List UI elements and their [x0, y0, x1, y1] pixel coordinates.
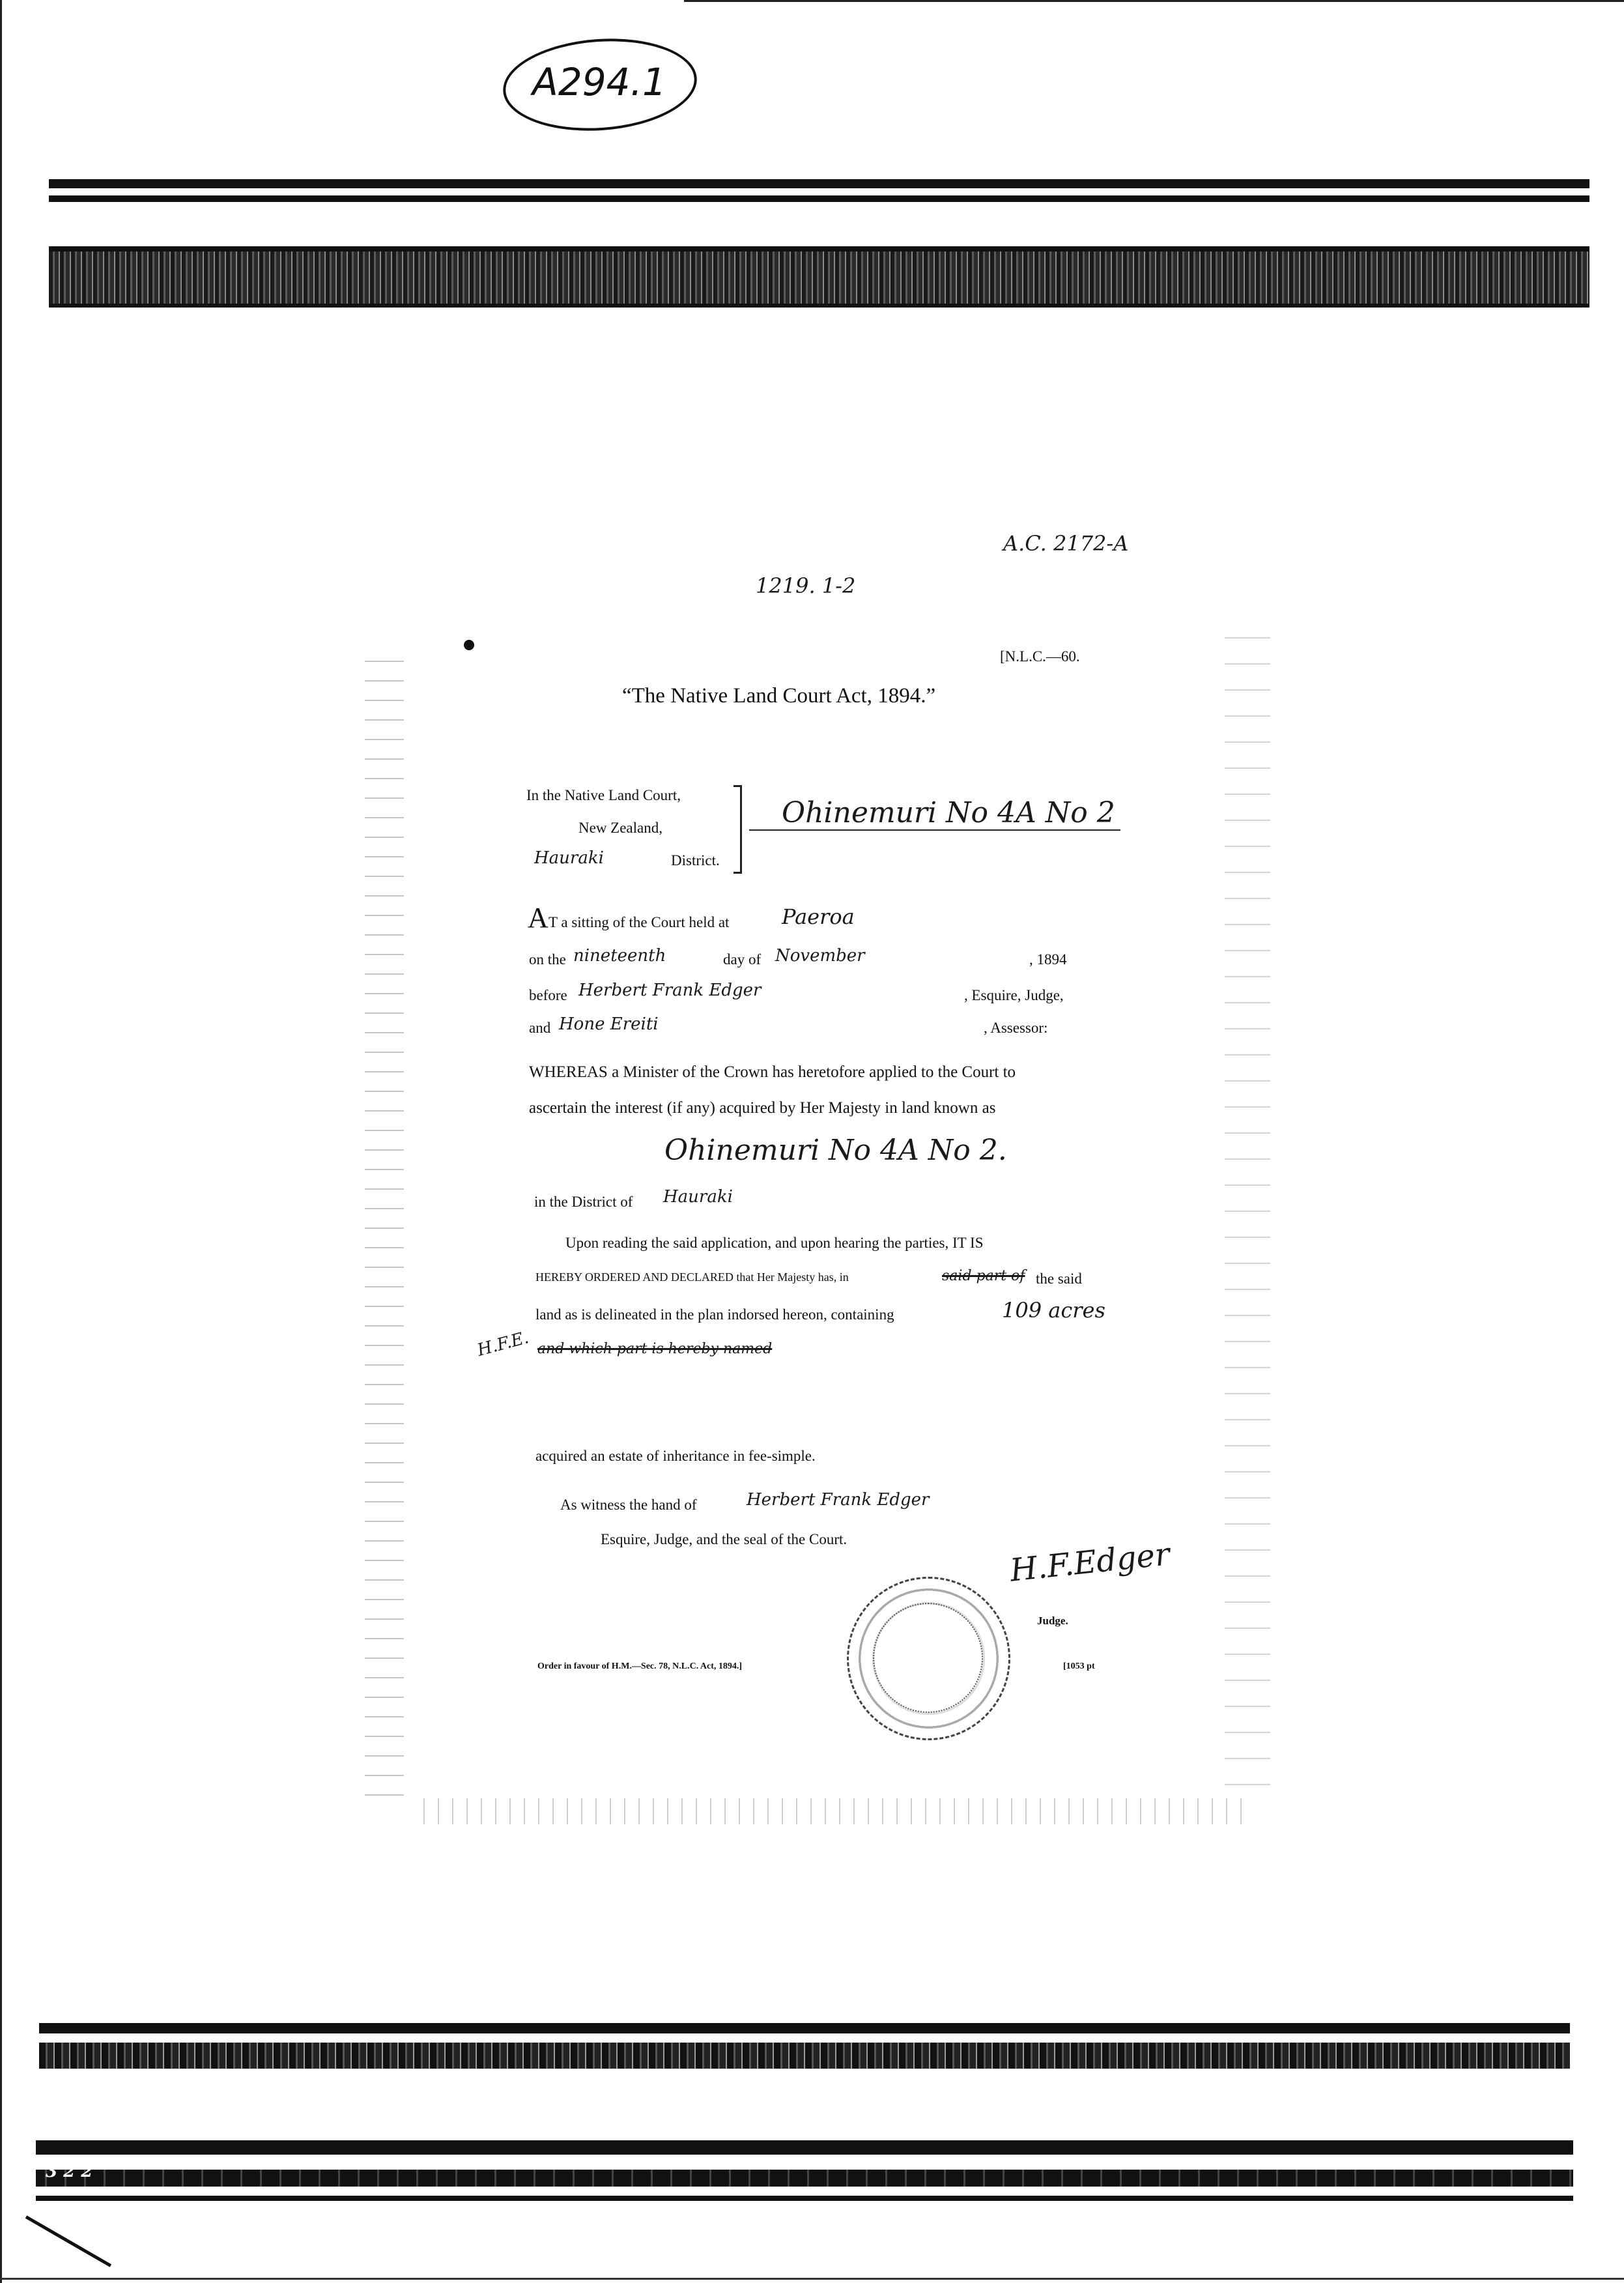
page-edge-top — [684, 0, 1624, 2]
scan-band-top-3 — [49, 246, 1589, 308]
page-edge-bottom — [0, 2278, 1624, 2280]
sitting-intro: T a sitting of the Court held at — [548, 914, 730, 930]
scan-band-bottom-3 — [36, 2140, 1573, 2155]
scan-speckle-bottom — [417, 1798, 1251, 1824]
footer-right: [1053 pt — [1063, 1661, 1095, 1671]
order-line-5: acquired an estate of inheritance in fee-simple. — [535, 1448, 816, 1464]
scan-band-top-2 — [49, 195, 1589, 202]
scan-band-bottom-1 — [39, 2023, 1570, 2033]
order-line-2a: HEREBY ORDERED AND DECLARED that Her Majesty has, in — [535, 1271, 849, 1284]
scan-band-bottom-2 — [39, 2043, 1570, 2069]
sitting-month: November — [775, 946, 865, 966]
whereas-land-name: Ohinemuri No 4A No 2. — [664, 1134, 1007, 1167]
court-bracket — [734, 785, 742, 874]
block-name: Ohinemuri No 4A No 2 — [749, 796, 1120, 831]
court-district-handwritten: Hauraki — [534, 848, 604, 868]
court-line-2: New Zealand, — [578, 820, 662, 836]
scan-band-top-1 — [49, 179, 1589, 188]
sitting-year: , 1894 — [1029, 951, 1067, 968]
reference-stamp-text: A294.1 — [532, 60, 666, 104]
form-number: [N.L.C.—60. — [1000, 648, 1080, 665]
witness-judge-name: Herbert Frank Edger — [747, 1490, 930, 1510]
order-line-3a: land as is delineated in the plan indorsed hereon, containing — [535, 1306, 894, 1323]
order-acreage: 109 acres — [1002, 1298, 1105, 1323]
sitting-place: Paeroa — [782, 904, 855, 929]
witness-prefix: As witness the hand of — [560, 1497, 697, 1513]
page-edge-left — [0, 0, 2, 2283]
sitting-assessor-suffix: , Assessor: — [984, 1020, 1048, 1036]
sitting-day-of: day of — [723, 951, 762, 968]
court-district-label: District. — [671, 852, 720, 869]
whereas-line-1: WHEREAS a Minister of the Crown has heretofore applied to the Court to — [529, 1063, 1016, 1081]
corner-pen-stroke — [25, 2215, 111, 2267]
sitting-day: nineteenth — [573, 946, 666, 966]
scan-speckle-left — [365, 652, 404, 1798]
order-line-2b: the said — [1036, 1271, 1082, 1287]
bottom-corner-number: 3 2 2 — [46, 2162, 93, 2181]
note-top-right: A.C. 2172-A — [1003, 531, 1129, 556]
sitting-and: and — [529, 1020, 551, 1036]
order-line-2-struck: said part of — [942, 1268, 1025, 1284]
scan-band-bottom-5 — [36, 2196, 1573, 2201]
order-line-4-struck: and which part is hereby named — [537, 1341, 773, 1357]
whereas-district-name: Hauraki — [663, 1187, 733, 1207]
whereas-district-prefix: in the District of — [534, 1194, 633, 1210]
margin-initials: H.F.E. — [475, 1328, 531, 1360]
note-centre: 1219. 1-2 — [756, 573, 856, 598]
witness-line-2: Esquire, Judge, and the seal of the Court. — [601, 1531, 848, 1547]
court-line-1: In the Native Land Court, — [526, 787, 681, 803]
whereas-line-2: ascertain the interest (if any) acquired by Her Majesty in land known as — [529, 1099, 996, 1117]
sitting-before: before — [529, 987, 567, 1003]
order-line-1: Upon reading the said application, and upon hearing the parties, IT IS — [565, 1235, 984, 1251]
judge-signature: H.F.Edger — [1008, 1536, 1172, 1589]
sitting-judge-suffix: , Esquire, Judge, — [964, 987, 1064, 1003]
sitting-judge-name: Herbert Frank Edger — [578, 981, 762, 1000]
sitting-assessor-name: Hone Ereiti — [559, 1014, 659, 1034]
footer-left: Order in favour of H.M.—Sec. 78, N.L.C. Act, 1894.] — [537, 1661, 743, 1671]
sitting-drop-cap: A — [528, 902, 548, 934]
sitting-on-the: on the — [529, 951, 566, 968]
scan-band-bottom-4 — [36, 2170, 1573, 2187]
punch-hole — [464, 640, 474, 650]
court-seal-inner-ring — [873, 1603, 983, 1713]
judge-label: Judge. — [1037, 1615, 1068, 1627]
scan-speckle-right — [1225, 625, 1270, 1798]
act-title: “The Native Land Court Act, 1894.” — [622, 684, 936, 708]
